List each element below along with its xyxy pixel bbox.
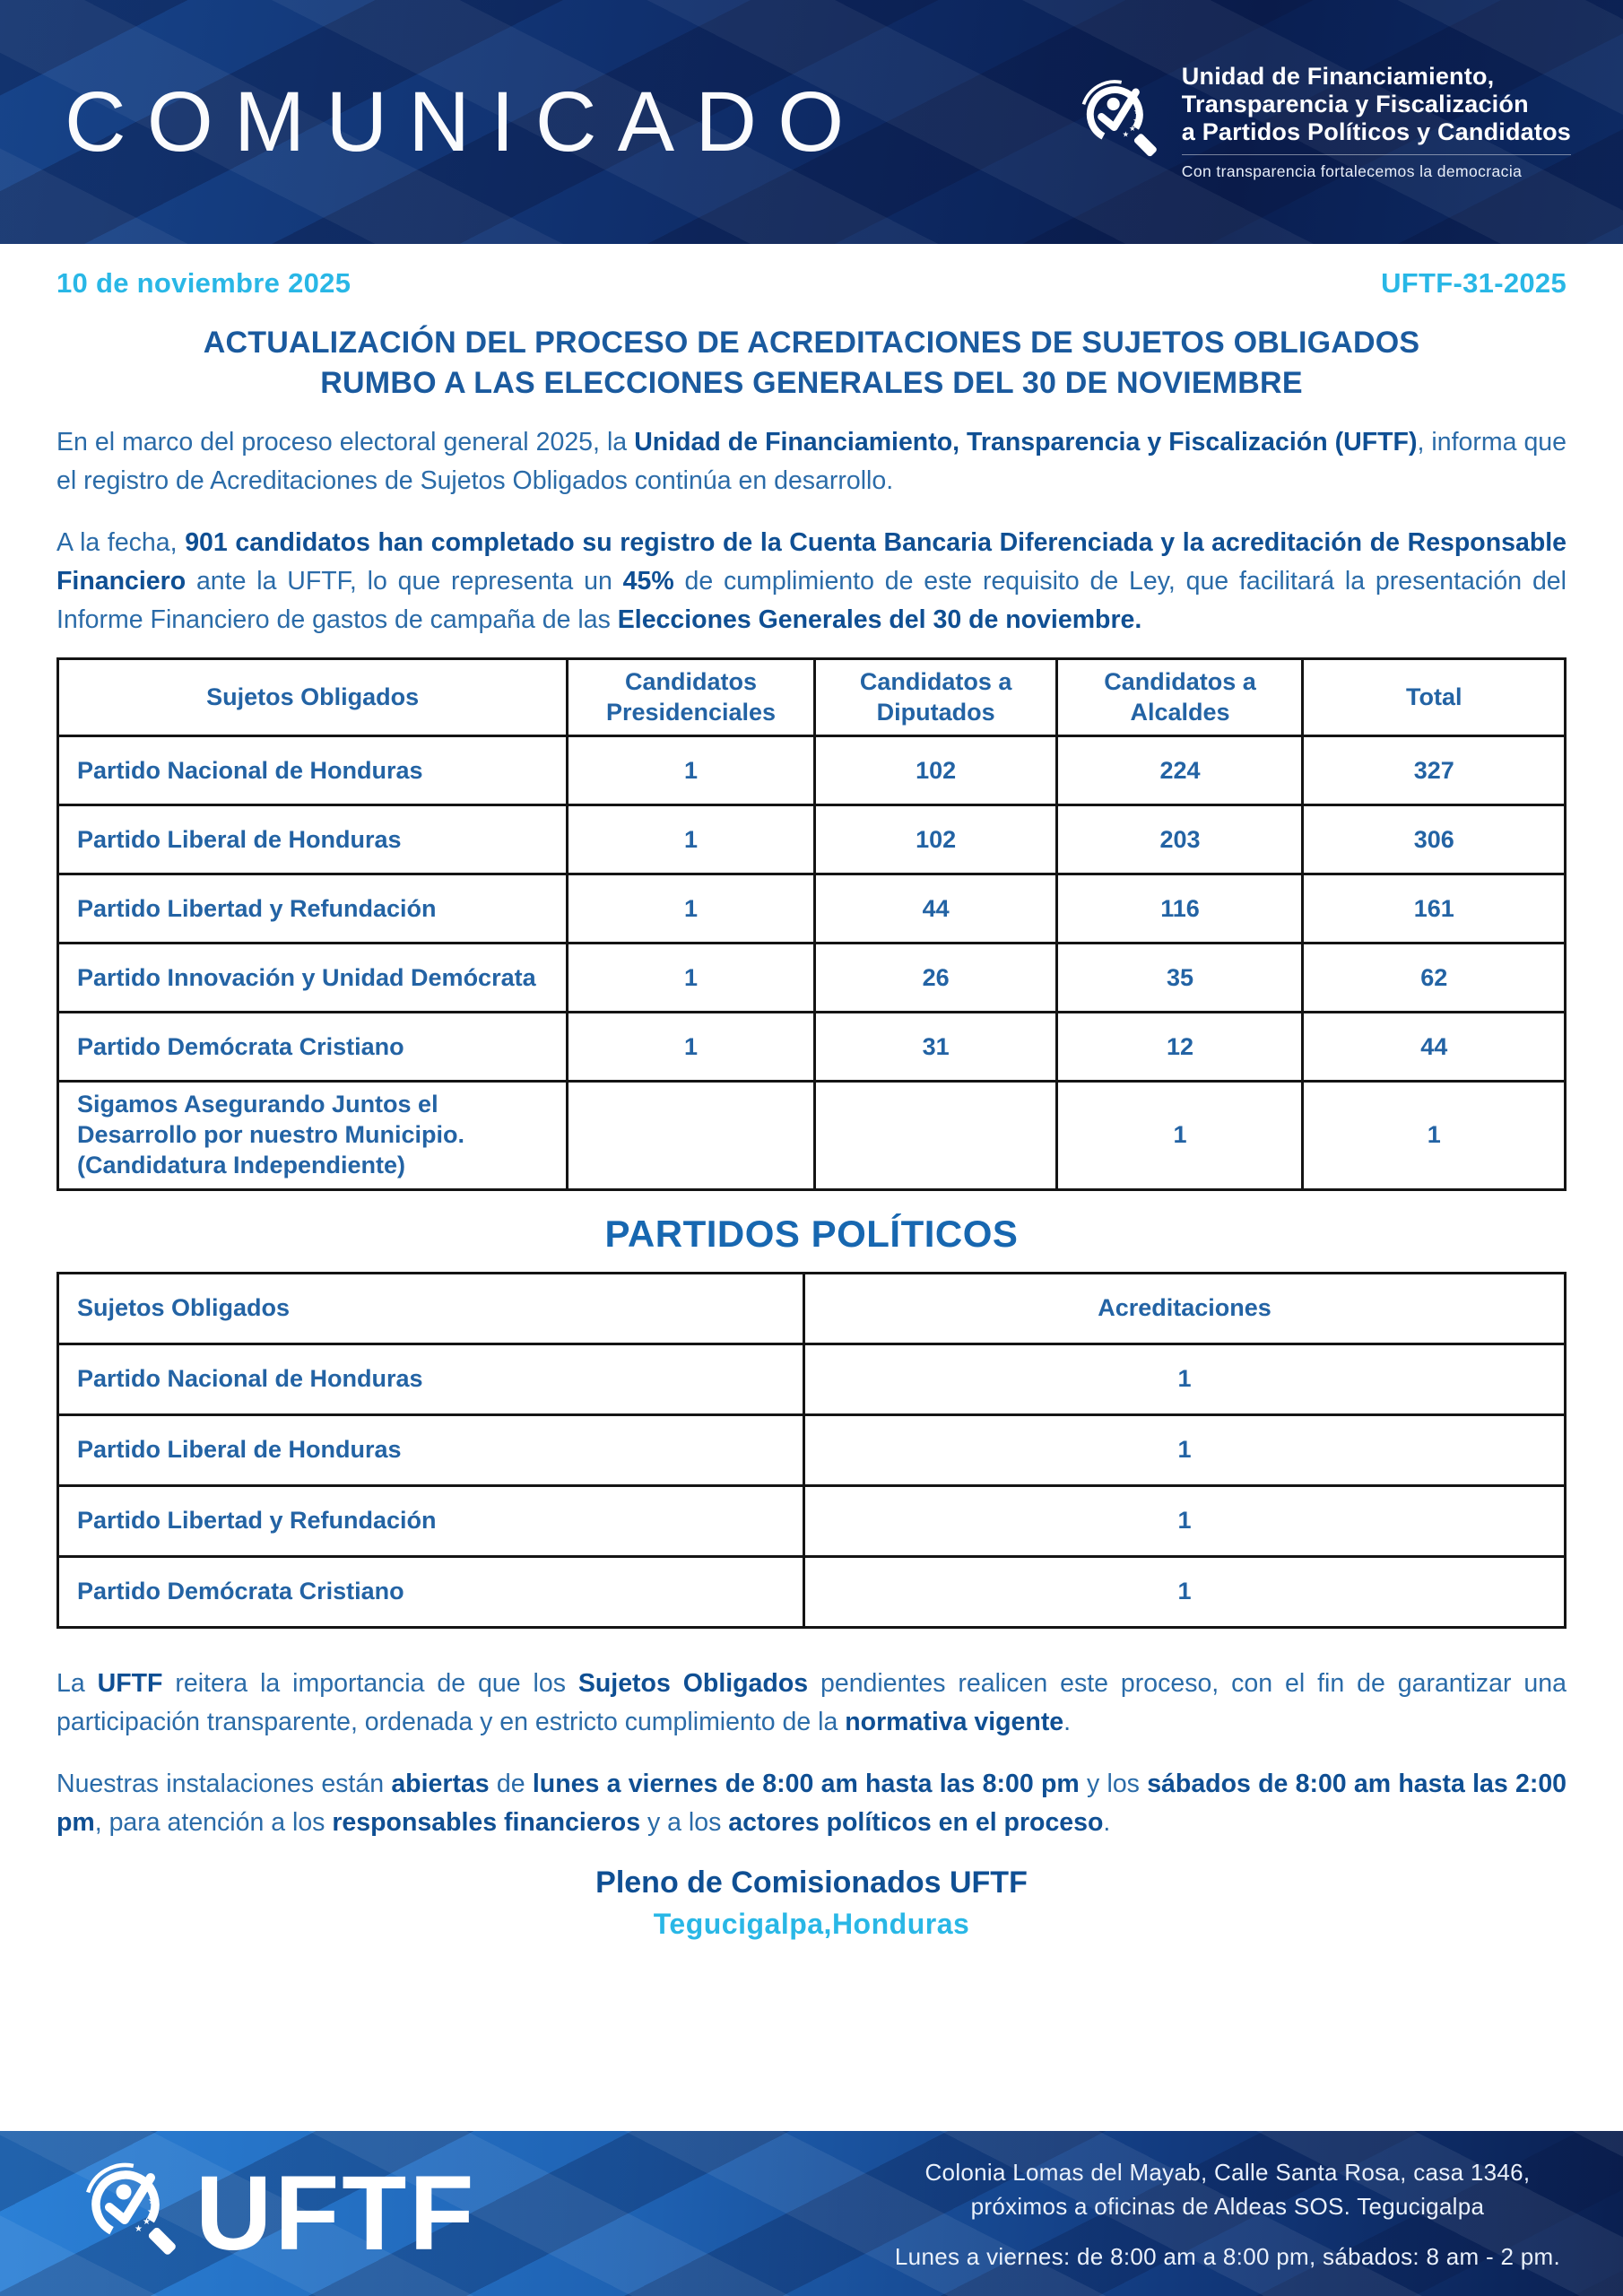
party-label-cell: Partido Demócrata Cristiano bbox=[58, 1556, 804, 1627]
column-header: Total bbox=[1303, 658, 1566, 736]
party-label-cell: Partido Demócrata Cristiano bbox=[58, 1013, 568, 1082]
party-label-cell: Partido Nacional de Honduras bbox=[58, 1344, 804, 1414]
column-header: Acreditaciones bbox=[804, 1273, 1566, 1344]
value-cell: 203 bbox=[1057, 805, 1303, 874]
meta-row bbox=[56, 267, 1567, 300]
table-row bbox=[58, 736, 1566, 805]
parties-table bbox=[56, 1272, 1567, 1629]
footer-hours: Lunes a viernes: de 8:00 am a 8:00 pm, sábados: 8 am - 2 pm. bbox=[894, 2243, 1560, 2271]
party-label-cell: Partido Libertad y Refundación bbox=[58, 1485, 804, 1556]
value-cell: 1 bbox=[568, 736, 815, 805]
value-cell: 1 bbox=[804, 1485, 1566, 1556]
table-row bbox=[58, 1414, 1566, 1485]
value-cell: 1 bbox=[568, 805, 815, 874]
column-header: Candidatos Presidenciales bbox=[568, 658, 815, 736]
document-body bbox=[0, 244, 1623, 2131]
footer-address bbox=[924, 2156, 1530, 2223]
header-brand bbox=[1076, 63, 1571, 182]
column-header: Sujetos Obligados bbox=[58, 658, 568, 736]
table-row bbox=[58, 805, 1566, 874]
table-row bbox=[58, 1082, 1566, 1189]
value-cell: 306 bbox=[1303, 805, 1566, 874]
page-title: COMUNICADO bbox=[65, 74, 865, 170]
table-row bbox=[58, 874, 1566, 944]
closing-paragraphs bbox=[56, 1665, 1567, 1842]
table-row bbox=[58, 1344, 1566, 1414]
paragraph: Nuestras instalaciones están abiertas de lunes a viernes de 8:00 am hasta las 8:00 pm y los sábados de 8:00 am hasta las 2:00 pm, para atención a los responsables financieros y a los actores políticos en el proceso. bbox=[56, 1769, 1567, 1837]
header-brand-text bbox=[1182, 63, 1571, 182]
footer-brand bbox=[79, 2154, 477, 2273]
party-label-cell: Partido Liberal de Honduras bbox=[58, 1414, 804, 1485]
footer-address-line: Colonia Lomas del Mayab, Calle Santa Rosa, casa 1346, bbox=[924, 2158, 1531, 2186]
footer bbox=[0, 2131, 1623, 2296]
footer-address-line: próximos a oficinas de Aldeas SOS. Tegucigalpa bbox=[970, 2192, 1485, 2220]
candidates-table bbox=[56, 657, 1567, 1191]
value-cell: 1 bbox=[1057, 1082, 1303, 1189]
value-cell: 161 bbox=[1303, 874, 1566, 944]
value-cell: 12 bbox=[1057, 1013, 1303, 1082]
value-cell: 44 bbox=[1303, 1013, 1566, 1082]
headline-line: RUMBO A LAS ELECCIONES GENERALES DEL 30 DE NOVIEMBRE bbox=[320, 365, 1303, 400]
paragraph: En el marco del proceso electoral general 2025, la Unidad de Financiamiento, Transparencia y Fiscalización (UFTF), informa que el registro de Acreditaciones de Sujetos Obligados continúa en desarrollo. bbox=[56, 427, 1567, 495]
footer-info bbox=[895, 2156, 1560, 2271]
value-cell: 26 bbox=[814, 944, 1057, 1013]
value-cell: 102 bbox=[814, 736, 1057, 805]
document-date: 10 de noviembre 2025 bbox=[56, 267, 352, 299]
value-cell bbox=[568, 1082, 815, 1189]
party-label-cell: Partido Libertad y Refundación bbox=[58, 874, 568, 944]
value-cell: 1 bbox=[568, 874, 815, 944]
footer-brand-word: UFTF bbox=[195, 2154, 477, 2273]
value-cell: 1 bbox=[568, 944, 815, 1013]
value-cell bbox=[814, 1082, 1057, 1189]
column-header: Candidatos a Diputados bbox=[814, 658, 1057, 736]
table-row bbox=[58, 1013, 1566, 1082]
value-cell: 1 bbox=[1303, 1082, 1566, 1189]
column-header: Candidatos a Alcaldes bbox=[1057, 658, 1303, 736]
org-line: a Partidos Políticos y Candidatos bbox=[1181, 118, 1571, 146]
intro-paragraphs bbox=[56, 423, 1567, 639]
document-reference: UFTF-31-2025 bbox=[1381, 267, 1567, 299]
party-label-cell: Partido Nacional de Honduras bbox=[58, 736, 568, 805]
party-label-cell: Partido Liberal de Honduras bbox=[58, 805, 568, 874]
value-cell: 1 bbox=[804, 1414, 1566, 1485]
column-header: Sujetos Obligados bbox=[58, 1273, 804, 1344]
headline bbox=[56, 323, 1567, 404]
table-header-row bbox=[58, 658, 1566, 736]
section-heading: PARTIDOS POLÍTICOS bbox=[604, 1212, 1019, 1255]
headline-line: ACTUALIZACIÓN DEL PROCESO DE ACREDITACIONES DE SUJETOS OBLIGADOS bbox=[203, 326, 1420, 360]
table-row bbox=[58, 1485, 1566, 1556]
party-label-cell: Sigamos Asegurando Juntos el Desarrollo por nuestro Municipio. (Candidatura Independiente) bbox=[58, 1082, 568, 1189]
org-tagline: Con transparencia fortalecemos la democracia bbox=[1182, 154, 1571, 181]
value-cell: 44 bbox=[814, 874, 1057, 944]
value-cell: 62 bbox=[1303, 944, 1566, 1013]
value-cell: 31 bbox=[814, 1013, 1057, 1082]
signature-location: Tegucigalpa,Honduras bbox=[653, 1907, 970, 1940]
value-cell: 1 bbox=[568, 1013, 815, 1082]
value-cell: 1 bbox=[804, 1556, 1566, 1627]
org-line: Unidad de Financiamiento, bbox=[1181, 62, 1495, 90]
uftf-logo-icon bbox=[1076, 75, 1166, 169]
value-cell: 224 bbox=[1057, 736, 1303, 805]
uftf-logo-icon bbox=[79, 2158, 187, 2269]
table-row bbox=[58, 944, 1566, 1013]
paragraph: La UFTF reitera la importancia de que los Sujetos Obligados pendientes realicen este proceso, con el fin de garantizar una participación transparente, ordenada y en estricto cumplimiento de la normativa vigente. bbox=[56, 1668, 1567, 1736]
party-label-cell: Partido Innovación y Unidad Demócrata bbox=[58, 944, 568, 1013]
value-cell: 116 bbox=[1057, 874, 1303, 944]
table-row bbox=[58, 1556, 1566, 1627]
signature: Pleno de Comisionados UFTF bbox=[595, 1865, 1028, 1900]
value-cell: 35 bbox=[1057, 944, 1303, 1013]
masthead bbox=[0, 0, 1623, 244]
org-line: Transparencia y Fiscalización bbox=[1181, 90, 1529, 117]
value-cell: 1 bbox=[804, 1344, 1566, 1414]
paragraph: A la fecha, 901 candidatos han completado su registro de la Cuenta Bancaria Diferenciada y la acreditación de Responsable Financiero ante la UFTF, lo que representa un 45% de cumplimiento de este requisito de Ley, que facilitará la presentación del Informe Financiero de gastos de campaña de las Elecciones Generales del 30 de noviembre. bbox=[56, 527, 1567, 634]
value-cell: 102 bbox=[814, 805, 1057, 874]
table-header-row bbox=[58, 1273, 1566, 1344]
value-cell: 327 bbox=[1303, 736, 1566, 805]
